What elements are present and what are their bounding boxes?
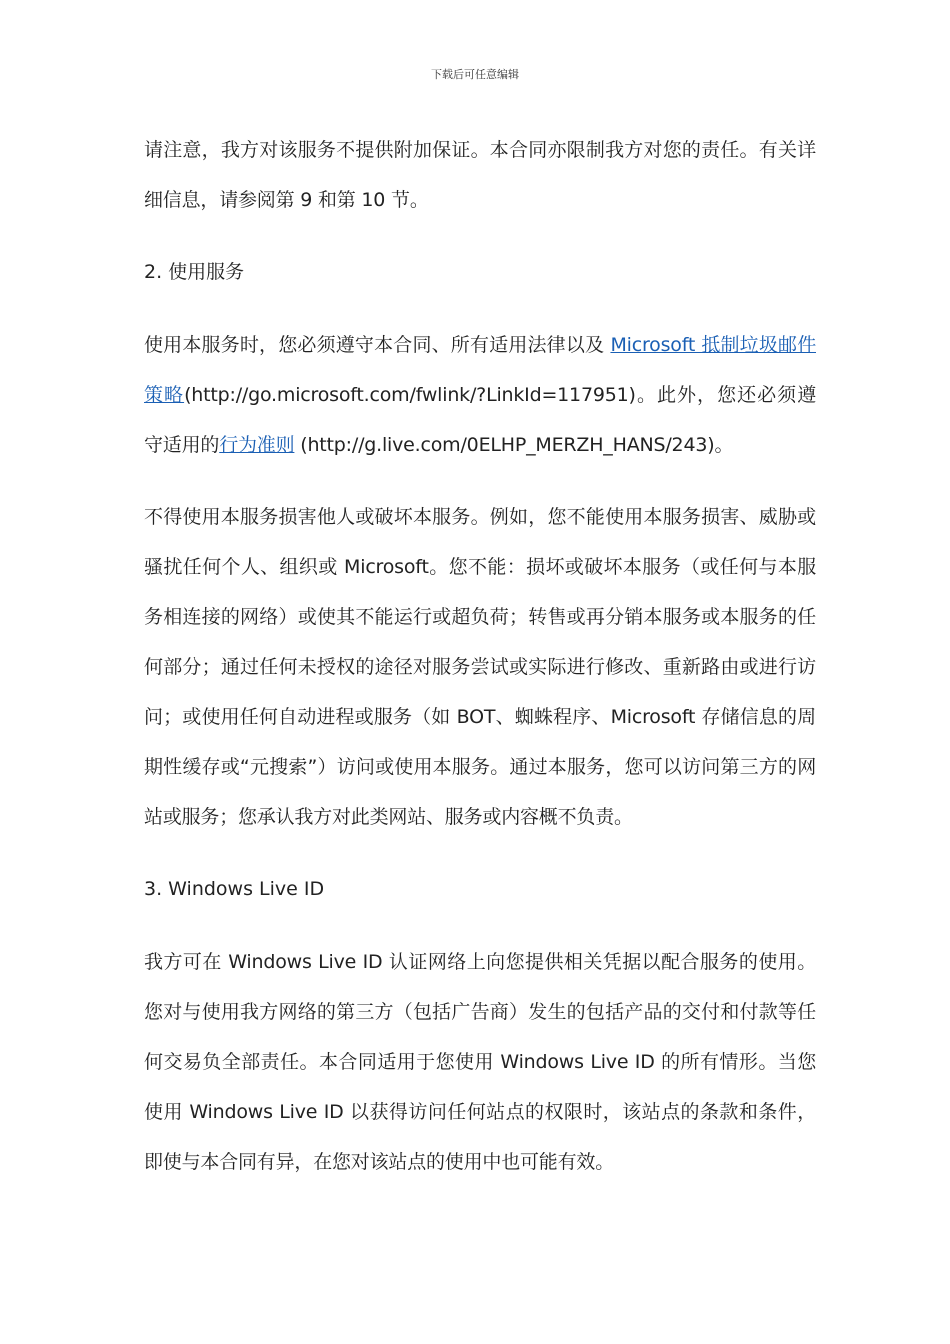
text-span: (http://go.microsoft.com/fwlink/?LinkId=117951)。此外，您还必须遵守适用的 <box>144 384 816 456</box>
section-2-paragraph-2: 不得使用本服务损害他人或破坏本服务。例如，您不能使用本服务损害、威胁或骚扰任何个人、组织或 Microsoft。您不能：损坏或破坏本服务（或任何与本服务相连接的网络）或使其不能运行或超负荷；转售或再分销本服务或本服务的任何部分；通过任何未授权的途径对服务尝试或实际进行修改、重新路由或进行访问；或使用任何自动进程或服务（如 BOT、蜘蛛程序、Microsoft 存储信息的周期性缓存或“元搜索”）访问或使用本服务。通过本服务，您可以访问第三方的网站或服务；您承认我方对此类网站、服务或内容概不负责。 <box>144 506 816 828</box>
section-3-paragraph-1: 我方可在 Windows Live ID 认证网络上向您提供相关凭据以配合服务的使用。您对与使用我方网络的第三方（包括广告商）发生的包括产品的交付和付款等任何交易负全部责任。本合同适用于您使用 Windows Live ID 的所有情形。当您使用 Windows Live ID 以获得访问任何站点的权限时，该站点的条款和条件，即使与本合同有异，在您对该站点的使用中也可能有效。 <box>144 951 816 1173</box>
section-2-heading: 2. 使用服务 <box>144 261 245 283</box>
section-3-heading: 3. Windows Live ID <box>144 878 325 900</box>
document-body <box>144 125 816 1187</box>
text-span: (http://g.live.com/0ELHP_MERZH_HANS/243)。 <box>294 434 734 456</box>
code-of-conduct-link[interactable]: 行为准则 <box>219 434 295 456</box>
page-header: 下载后可任意编辑 <box>431 68 519 81</box>
text-span: 使用本服务时，您必须遵守本合同、所有适用法律以及 <box>144 334 611 356</box>
antispam-policy-link[interactable]: Microsoft 抵制垃圾邮件策略 <box>144 334 816 406</box>
section-2-paragraph-1 <box>144 320 816 470</box>
intro-paragraph: 请注意，我方对该服务不提供附加保证。本合同亦限制我方对您的责任。有关详细信息，请参阅第 9 和第 10 节。 <box>144 139 816 211</box>
